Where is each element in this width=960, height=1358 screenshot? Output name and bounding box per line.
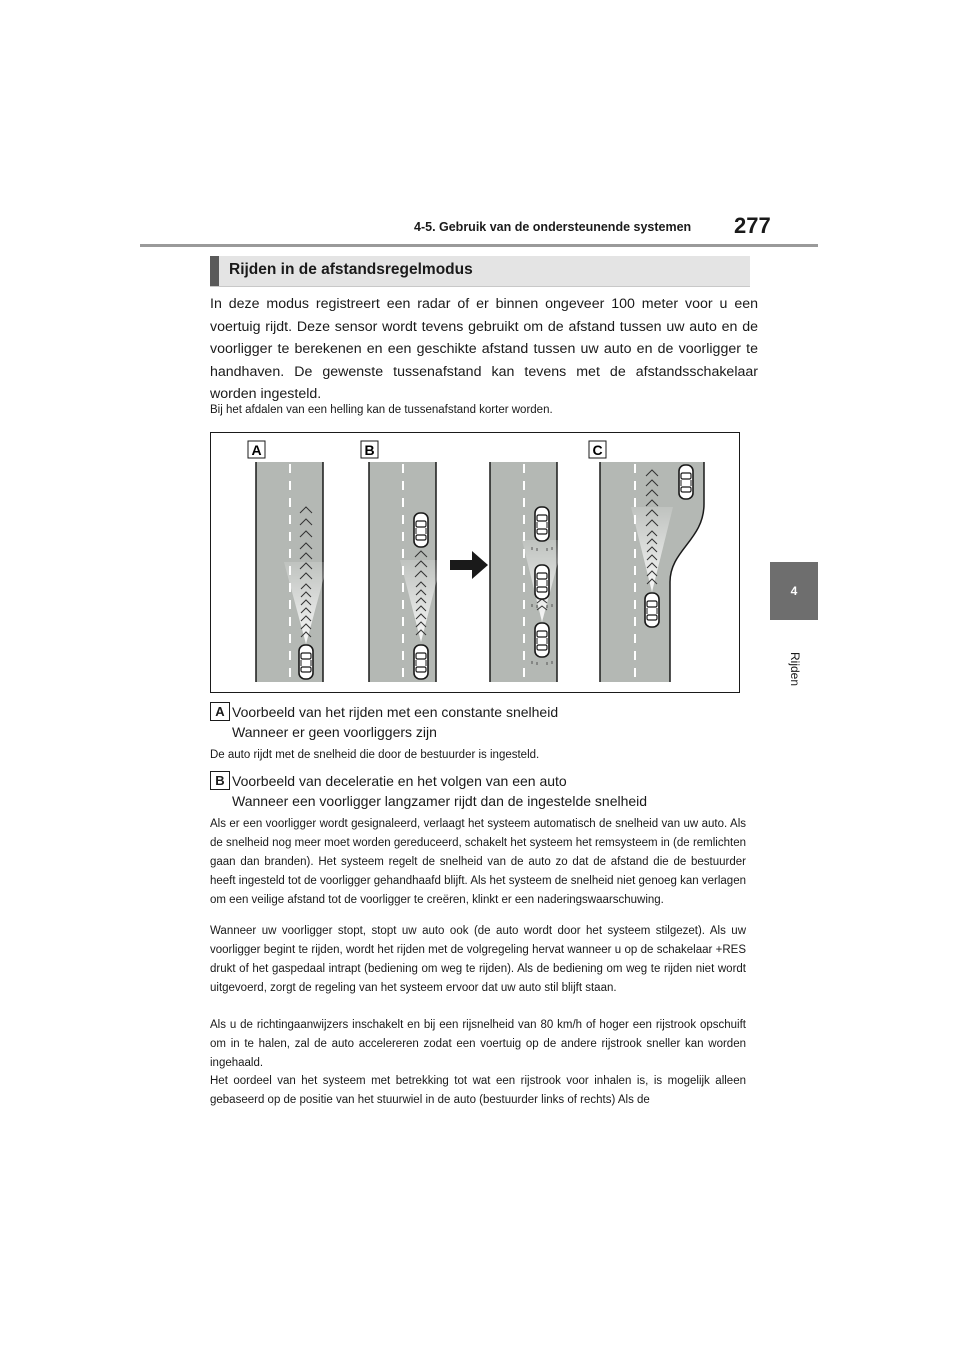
item-b-paragraph-4: Het oordeel van het systeem met betrekking tot wat een rijstrook voor inhalen is, is mogelijk alleen gebaseerd op de positie van het stuurwiel in de auto (bestuurder links of rechts) Als de (210, 1075, 746, 1106)
chapter-tab-label: Rijden (788, 652, 802, 687)
section-accent (210, 256, 219, 286)
radar-illustration (210, 432, 740, 693)
road-panel-b (369, 462, 442, 682)
item-a-subtitle: Wanneer er geen voorliggers zijn (232, 724, 437, 740)
own-car (535, 623, 549, 657)
item-a-description: De auto rijdt met de snelheid die door de bestuurder is ingesteld. (210, 749, 540, 761)
page-number: 277 (734, 213, 771, 238)
road-panel-b2 (490, 462, 564, 682)
own-car (645, 593, 659, 627)
chapter-tab[interactable]: 4 (770, 562, 818, 620)
item-b-paragraph-2: Wanneer uw voorligger stopt, stopt uw auto ook (de auto wordt door het systeem stilgezet). Als uw voorligger begint te rijden, wordt het rijden met de volgregeling hervat wanneer u op de schakelaar +RES drukt of het gaspedaal intrapt (bediening om weg te rijden). Als de bediening om weg te rijden niet wordt uitgevoerd, zorgt de regeling van het systeem ervoor dat uw auto stil blijft staan. (210, 925, 746, 994)
own-car (299, 645, 313, 679)
section-title: Rijden in de afstandsregelmodus (229, 261, 473, 278)
road-panel-a (256, 462, 328, 682)
preceding-car (535, 507, 549, 541)
item-b-paragraph-1: Als er een voorligger wordt gesignaleerd, verlaagt het systeem automatisch de snelheid van uw auto. Als de snelheid nog meer moet worden gereduceerd, schakelt het systeem het remsysteem in (de remlichten gaan dan branden). Het systeem regelt de snelheid van de auto zo dat de afstand die de bestuurder heeft ingesteld tot de voorligger gehandhaafd blijft. Als het systeem de snelheid niet genoeg kan verlagen om een veilige afstand tot de voorligger te creëren, klinkt er een naderingswaarschuwing. (210, 818, 746, 906)
intro-paragraph: In deze modus registreert een radar of er binnen ongeveer 100 meter voor u een voertuig rijdt. Deze sensor wordt tevens gebruikt om de afstand tussen uw auto en de voorligger te berekenen en een geschikte afstand tussen uw auto en de voorligger te handhaven. De gewenste tussenafstand kan tevens met de afstandsschakelaar worden ingesteld. (210, 296, 758, 402)
item-b-title: Voorbeeld van deceleratie en het volgen van een auto (232, 773, 567, 789)
figure-label-c: C (592, 442, 603, 458)
item-a-title: Voorbeeld van het rijden met een constante snelheid (232, 704, 559, 720)
item-badge-a: A (210, 702, 230, 721)
section-heading (210, 256, 750, 287)
note-paragraph: Bij het afdalen van een helling kan de tussenafstand korter worden. (210, 404, 553, 416)
figure-label-a: A (251, 442, 262, 458)
item-badge-b: B (210, 771, 230, 790)
chapter-title: 4-5. Gebruik van de ondersteunende systemen (414, 220, 692, 234)
item-b-subtitle: Wanneer een voorligger langzamer rijdt dan de ingestelde snelheid (232, 793, 648, 809)
header-rule (140, 244, 818, 247)
own-car (414, 645, 428, 679)
preceding-car (414, 513, 428, 547)
item-b-paragraph-3: Als u de richtingaanwijzers inschakelt en bij een rijsnelheid van 80 km/h of hoger een rijstrook opschuift om in te halen, zal de auto accelereren zodat een voertuig op de andere rijstrook sneller kan worden ingehaald. (210, 1019, 746, 1069)
chapter-tab-label-wrap (776, 640, 812, 700)
preceding-car (679, 465, 693, 499)
own-car (535, 565, 549, 599)
figure-label-b: B (364, 442, 375, 458)
